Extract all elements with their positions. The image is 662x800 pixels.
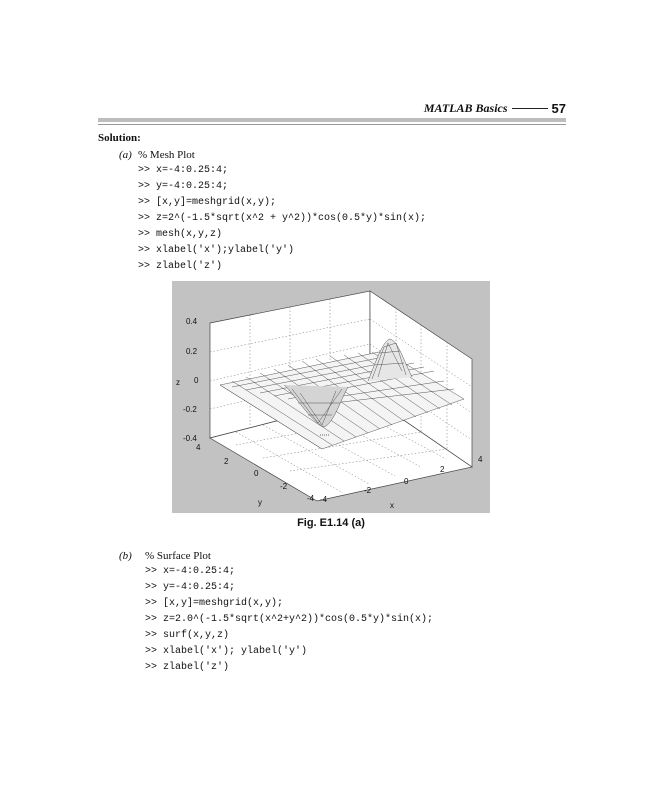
part-a-code-line: >> zlabel('z') [138,261,223,272]
x-tick-label: -2 [364,486,372,495]
page-number: 57 [551,100,566,116]
part-a-code-line: >> mesh(x,y,z) [138,229,223,240]
y-tick-label: 0 [254,469,259,478]
x-axis-label: x [390,501,394,510]
running-head [98,100,566,116]
z-tick-label: 0.2 [186,347,198,356]
part-b-code-line: >> y=-4:0.25:4; [145,582,236,593]
part-a-code-line: >> [x,y]=meshgrid(x,y); [138,197,277,208]
mesh-plot-figure [172,281,490,513]
y-tick-label: -2 [280,482,288,491]
header-rule-bar [98,118,566,122]
z-tick-label: 0.4 [186,317,198,326]
part-a-code-line: >> x=-4:0.25:4; [138,165,229,176]
mesh-plot [172,281,490,513]
part-b-label: (b) [119,550,132,562]
part-a-code-line: >> xlabel('x');ylabel('y') [138,245,295,256]
part-b-code-line: >> xlabel('x'); ylabel('y') [145,646,308,657]
part-b-code-line: >> x=-4:0.25:4; [145,566,236,577]
part-b-code-line: >> z=2.0^(-1.5*sqrt(x^2+y^2))*cos(0.5*y)*sin(x); [145,614,434,625]
x-tick-label: -4 [320,495,328,504]
part-b-comment: % Surface Plot [145,550,211,562]
part-a-comment: % Mesh Plot [138,149,195,161]
x-tick-label: 4 [478,455,483,464]
x-tick-label: 2 [440,465,445,474]
y-axis-label: y [258,498,262,507]
part-b-code-line: >> surf(x,y,z) [145,630,230,641]
x-tick-label: 0 [404,477,409,486]
part-a-code-line: >> z=2^(-1.5*sqrt(x^2 + y^2))*cos(0.5*y)*sin(x); [138,213,427,224]
header-rule-line [98,124,566,125]
z-axis-label: z [176,378,180,387]
running-head-dash [512,108,548,109]
part-b-code-line: >> [x,y]=meshgrid(x,y); [145,598,284,609]
z-tick-label: 0 [194,376,199,385]
part-a-label: (a) [119,149,132,161]
z-tick-label: -0.4 [183,434,197,443]
y-tick-label: 4 [196,443,201,452]
running-head-title: MATLAB Basics [423,100,508,115]
part-a-code-line: >> y=-4:0.25:4; [138,181,229,192]
solution-heading: Solution: [98,132,141,144]
y-tick-label: 2 [224,457,229,466]
part-b-code-line: >> zlabel('z') [145,662,230,673]
y-tick-label: -4 [307,494,315,503]
z-tick-label: -0.2 [183,405,197,414]
figure-caption: Fig. E1.14 (a) [297,517,365,529]
